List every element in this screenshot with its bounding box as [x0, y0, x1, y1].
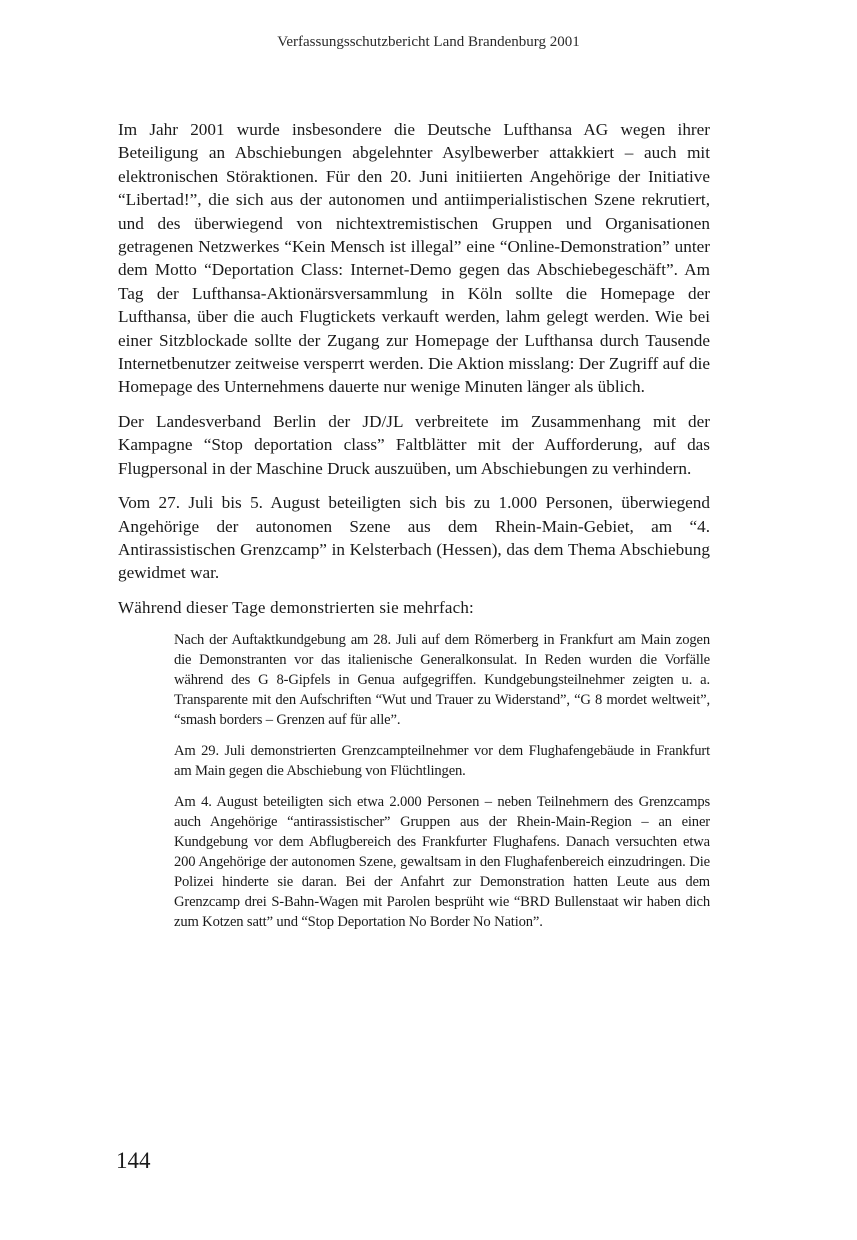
paragraph-jd-jl: Der Landesverband Berlin der JD/JL verbreitete im Zusammenhang mit der Kampagne “Stop deportation class” Faltblätter mit der Aufforderung, auf das Flugpersonal in der Maschine Druck auszuüben, um Abschiebungen zu verhindern. [118, 411, 710, 478]
main-text [118, 118, 710, 943]
indented-paragraph-abflugbereich: Am 4. August beteiligten sich etwa 2.000 Personen – neben Teilnehmern des Grenzcamps auch Angehörige “antirassistischer” Gruppen aus der Rhein-Main-Region – an einer Kundgebung vor dem Abflugbereich des Frankfurter Flughafens. Danach versuchten etwa 200 Angehörige der autonomen Szene, gewaltsam in den Flughafenbereich einzudringen. Die Polizei hinderte sie daran. Bei der Anfahrt zur Demonstration hatten Leute aus dem Grenzcamp drei S-Bahn-Wagen mit Parolen besprüht wie “BRD Bullenstaat wir haben dich zum Kotzen satt” und “Stop Deportation No Border No Nation”. [174, 793, 710, 930]
indented-paragraph-roemerberg: Nach der Auftaktkundgebung am 28. Juli auf dem Römerberg in Frankfurt am Main zogen die Demonstranten vor das italienische Generalkonsulat. In Reden wurden die Vorfälle während des G 8-Gipfels in Genua aufgegriffen. Kundgebungsteilnehmer zeigten u. a. Transparente mit den Aufschriften “Wut und Trauer zu Widerstand”, “G 8 mordet weltweit”, “smash borders – Grenzen auf für alle”. [174, 631, 710, 728]
lead-in-sentence: Während dieser Tage demonstrierten sie mehrfach: [118, 597, 474, 617]
paragraph-lufthansa: Im Jahr 2001 wurde insbesondere die Deutsche Lufthansa AG wegen ihrer Beteiligung an Abschiebungen abgelehnter Asylbewerber attakkiert – auch mit elektronischen Störaktionen. Für den 20. Juni initiierten Angehörige der Initiative “Libertad!”, die sich aus der autonomen und antiimperialistischen Szene rekrutiert, und des überwiegend von nichtextremistischen Gruppen und Organisationen getragenen Netzwerkes “Kein Mensch ist illegal” eine “Online-Demonstration” unter dem Motto “Deportation Class: Internet-Demo gegen das Abschiebegeschäft”. Am Tag der Lufthansa-Aktionärsversammlung in Köln sollte die Homepage der Lufthansa, über die auch Flugtickets verkauft werden, lahm gelegt werden. Wie bei einer Sitzblockade sollte der Zugang zur Homepage der Lufthansa durch Tausende Internetbenutzer zeitweise versperrt werden. Die Aktion misslang: Der Zugriff auf die Homepage des Unternehmens dauerte nur wenige Minuten länger als üblich. [118, 120, 710, 397]
indented-block [174, 630, 710, 932]
paragraph-grenzcamp: Vom 27. Juli bis 5. August beteiligten sich bis zu 1.000 Personen, überwiegend Angehörige der autonomen Szene aus dem Rhein-Main-Gebiet, am “4. Antirassistischen Grenzcamp” in Kelsterbach (Hessen), das dem Thema Abschiebung gewidmet war. [118, 493, 710, 583]
page-number: 144 [116, 1148, 151, 1173]
indented-paragraph-flughafen: Am 29. Juli demonstrierten Grenzcampteilnehmer vor dem Flughafengebäude in Frankfurt am Main gegen die Abschiebung von Flüchtlingen. [174, 742, 710, 779]
running-header: Verfassungsschutzbericht Land Brandenburg 2001 [277, 34, 580, 50]
